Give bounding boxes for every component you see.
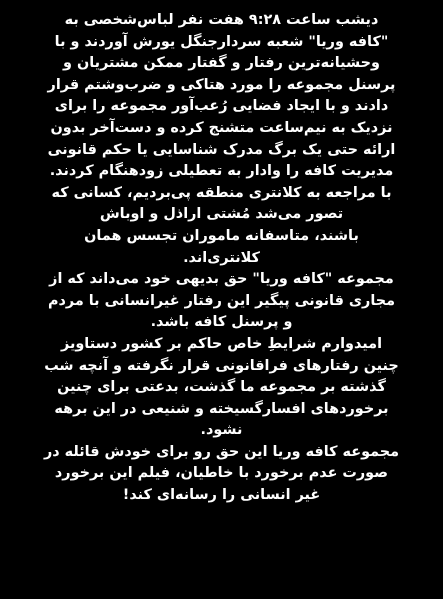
statement-paragraph-warning: مجموعه کافه وریا این حق رو برای خودش قائله در صورت عدم برخورد با خاطیان، فیلم این برخورد غیر انسانی را رسانه‌ای کند! — [43, 443, 400, 504]
statement-paragraph-legal-right: مجموعه "کافه وریا" حق بدیهی خود می‌داند که از مجاری قانونی پیگیر این رفتار غیرانسانی با مردم و پرسنل کافه باشد. — [47, 271, 396, 331]
statement-paragraph-incident: دیشب ساعت ۹:۲۸ هفت نفر لباس‌شخصی به "کافه وریا" شعبه سردارجنگل یورش آوردند و با وحشیانه‌ترین رفتار و گفتار ممکن مشتریان و پرسنل مجموعه را مورد هتاکی و ضرب‌وشتم قرار دادند و با ایجاد فضایی رُعب‌آور مجموعه را برای نزدیک به نیم‌ساعت متشنج کرده و دست‌آخر بدون ارائه حتی یک برگ مدرک شناسایی یا حکم قانونی مدیریت کافه را وادار به تعطیلی زودهنگام کردند. با مراجعه به کلانتری منطقه پی‌بردیم، کسانی که تصور می‌شد مُشتی اراذل و اوباش باشند، متاسفانه ماموران تجسس همان کلانتری‌اند. — [47, 12, 396, 266]
statement-text — [14, 10, 429, 507]
statement-paragraph-hope: امیدوارم شرایطِ خاص حاکم بر کشور دستاویز چنین رفتارهای فراقانونی قرار نگرفته و آنچه شب گذشته بر مجموعه ما گذشت، بدعتی برای چنین برخوردهای افسارگسیخته و شنیعی در این برهه نشود. — [44, 335, 399, 439]
